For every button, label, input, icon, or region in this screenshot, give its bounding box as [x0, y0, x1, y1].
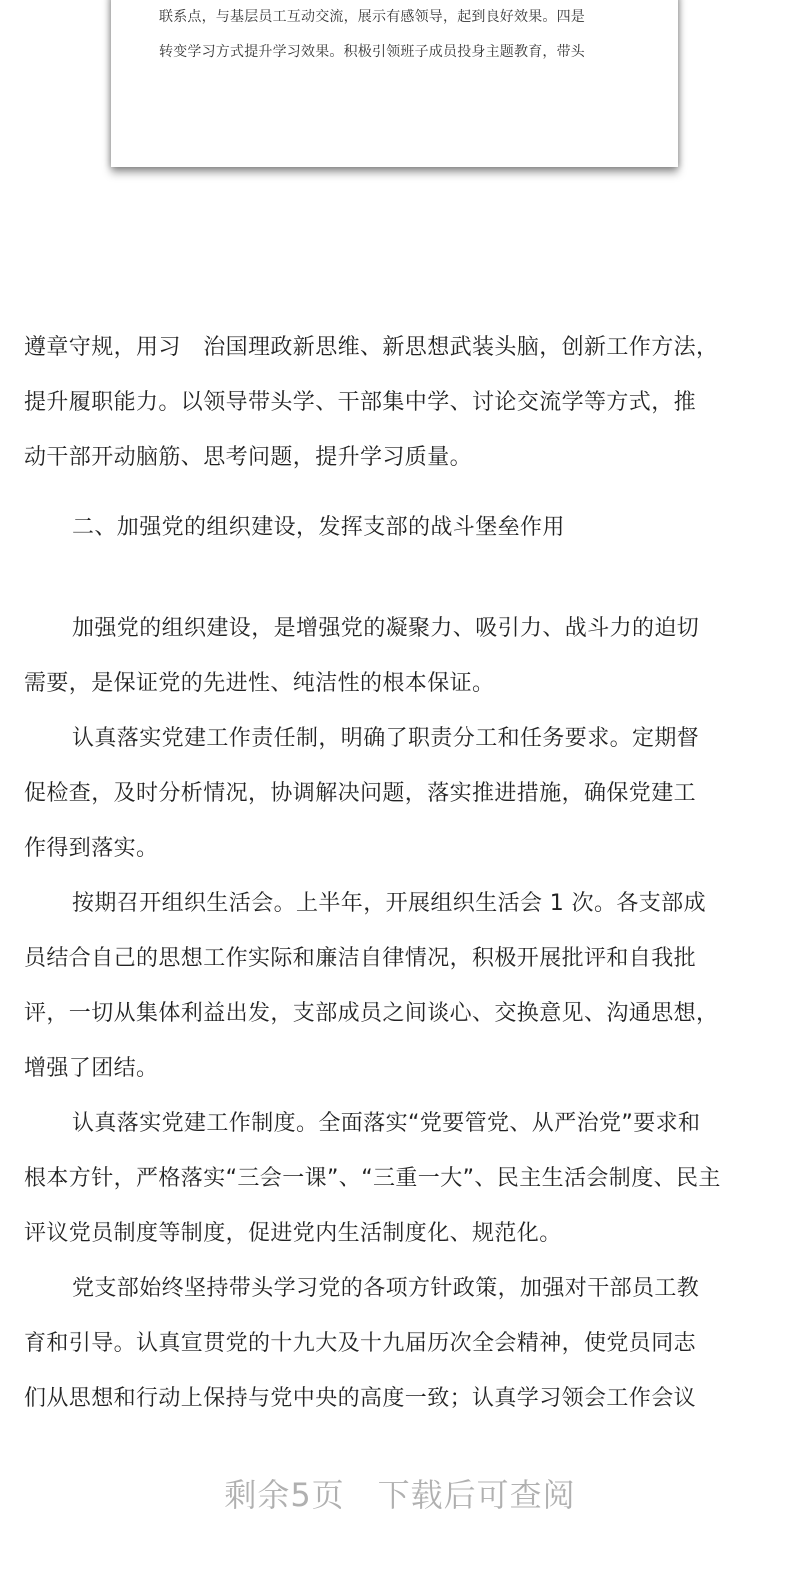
- paragraph-line: 作得到落实。: [24, 836, 159, 861]
- preview-text-line: 联系点，与基层员工互动交流，展示有感领导，起到良好效果。四是: [159, 9, 585, 25]
- paragraph-line: 促检查，及时分析情况，协调解决问题，落实推进措施，确保党建工: [24, 781, 697, 806]
- remaining-pages-download-hint[interactable]: 剩余5页 下载后可查阅: [224, 1476, 576, 1514]
- preview-page-card: [111, 0, 678, 167]
- paragraph-line: 提升履职能力。以领导带头学、干部集中学、讨论交流学等方式，推: [24, 390, 697, 415]
- paragraph-line: 遵章守规，用习 治国理政新思维、新思想武装头脑，创新工作方法，: [24, 335, 719, 360]
- preview-text-line: 转变学习方式提升学习效果。积极引领班子成员投身主题教育，带头: [159, 44, 585, 60]
- paragraph-line: 评议党员制度等制度，促进党内生活制度化、规范化。: [24, 1221, 562, 1246]
- paragraph-line: 认真落实党建工作责任制，明确了职责分工和任务要求。定期督: [72, 726, 700, 751]
- paragraph-line: 认真落实党建工作制度。全面落实“党要管党、从严治党”要求和: [72, 1111, 701, 1136]
- paragraph-line: 增强了团结。: [24, 1056, 159, 1081]
- paragraph-line: 员结合自己的思想工作实际和廉洁自律情况，积极开展批评和自我批: [24, 946, 697, 971]
- section-heading: 二、加强党的组织建设，发挥支部的战斗堡垒作用: [72, 515, 565, 540]
- paragraph-line: 根本方针，严格落实“三会一课”、“三重一大”、民主生活会制度、民主: [24, 1166, 721, 1191]
- paragraph-line: 党支部始终坚持带头学习党的各项方针政策，加强对干部员工教: [72, 1276, 700, 1301]
- paragraph-line: 动干部开动脑筋、思考问题，提升学习质量。: [24, 445, 473, 470]
- paragraph-line: 需要，是保证党的先进性、纯洁性的根本保证。: [24, 671, 495, 696]
- paragraph-line: 育和引导。认真宣贯党的十九大及十九届历次全会精神，使党员同志: [24, 1331, 697, 1356]
- paragraph-line: 们从思想和行动上保持与党中央的高度一致；认真学习领会工作会议: [24, 1386, 697, 1411]
- paragraph-line: 评，一切从集体利益出发，支部成员之间谈心、交换意见、沟通思想，: [24, 1001, 719, 1026]
- paragraph-line: 按期召开组织生活会。上半年，开展组织生活会 1 次。各支部成: [72, 891, 706, 916]
- paragraph-line: 加强党的组织建设，是增强党的凝聚力、吸引力、战斗力的迫切: [72, 616, 700, 641]
